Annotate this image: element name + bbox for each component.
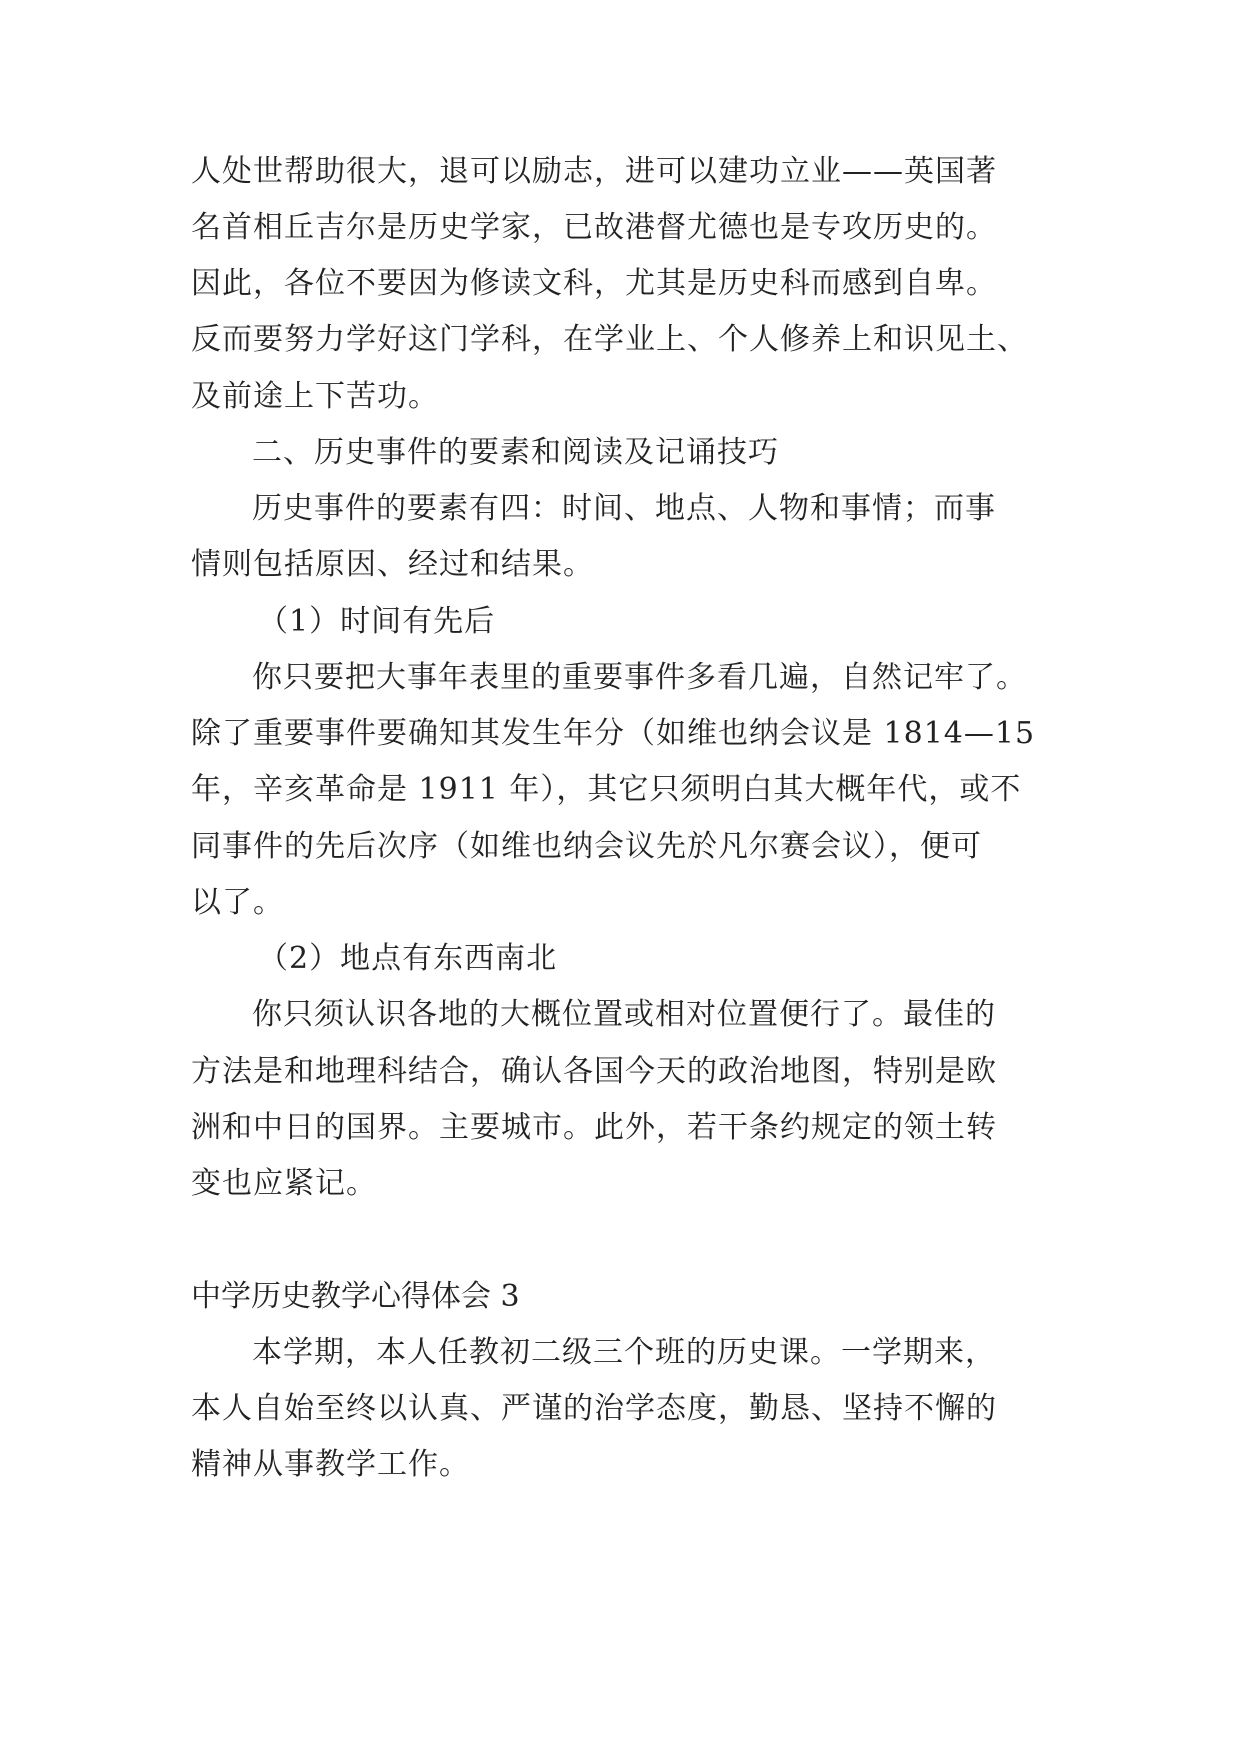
paragraph-line: 变也应紧记。 — [191, 1166, 377, 1201]
paragraph-line: 反而要努力学好这门学科，在学业上、个人修养上和识见土、 — [191, 322, 1028, 357]
subheading: （2）地点有东西南北 — [258, 941, 558, 976]
paragraph-line: 精神从事教学工作。 — [191, 1447, 470, 1482]
paragraph-line: 历史事件的要素有四：时间、地点、人物和事情；而事 — [252, 491, 996, 526]
paragraph-line: 以了。 — [191, 885, 284, 920]
subheading: （1）时间有先后 — [258, 604, 496, 639]
paragraph-line: 本学期，本人任教初二级三个班的历史课。一学期来， — [252, 1335, 996, 1370]
paragraph-line: 本人自始至终以认真、严谨的治学态度，勤恳、坚持不懈的 — [191, 1391, 997, 1426]
paragraph-line: 名首相丘吉尔是历史学家，已故港督尤德也是专攻历史的。 — [191, 210, 997, 245]
paragraph-line: 方法是和地理科结合，确认各国今天的政治地图，特别是欧 — [191, 1054, 997, 1089]
paragraph-line: 洲和中日的国界。主要城市。此外，若干条约规定的领土转 — [191, 1110, 997, 1145]
paragraph-line: 你只须认识各地的大概位置或相对位置便行了。最佳的 — [252, 997, 996, 1032]
article-title: 中学历史教学心得体会 3 — [191, 1279, 520, 1314]
paragraph-line: 及前途上下苦功。 — [191, 379, 439, 414]
paragraph-line: 情则包括原因、经过和结果。 — [191, 547, 594, 582]
paragraph-line: 人处世帮助很大，退可以励志，进可以建功立业——英国著 — [191, 154, 997, 189]
section-heading: 二、历史事件的要素和阅读及记诵技巧 — [252, 435, 779, 470]
paragraph-line: 除了重要事件要确知其发生年分（如维也纳会议是 1814—15 — [191, 716, 1036, 751]
paragraph-line: 你只要把大事年表里的重要事件多看几遍，自然记牢了。 — [252, 660, 1027, 695]
paragraph-line: 同事件的先后次序（如维也纳会议先於凡尔赛会议），便可 — [191, 829, 982, 864]
paragraph-line: 因此，各位不要因为修读文科，尤其是历史科而感到自卑。 — [191, 266, 997, 301]
paragraph-line: 年，辛亥革命是 1911 年），其它只须明白其大概年代，或不 — [191, 772, 1022, 807]
